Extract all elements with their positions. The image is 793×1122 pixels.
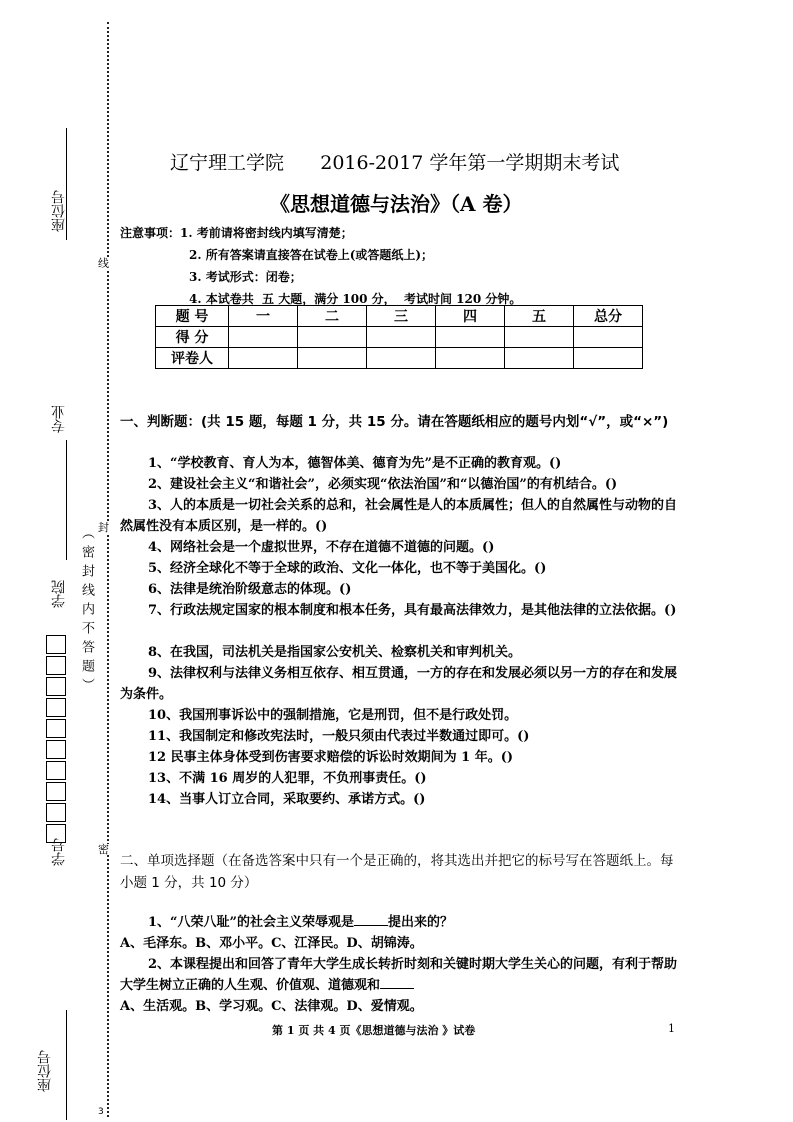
judge-question: 7、行政法规定国家的根本制度和根本任务，具有最高法律效力，是其他法律的立法依据。() (148, 603, 677, 618)
id-box[interactable] (46, 803, 66, 822)
judge-question: 6、法律是统治阶级意志的体现。() (148, 582, 352, 597)
judge-question: 13、不满 16 周岁的人犯罪，不负刑事责任。() (148, 771, 427, 786)
seal-mi-char: 密 (98, 843, 109, 856)
judge-question: 14、当事人订立合同，采取要约、承诺方式。() (148, 792, 426, 807)
college-label: 学院 (51, 580, 67, 608)
id-box[interactable] (46, 677, 66, 696)
page-number: 1 (668, 1022, 675, 1035)
score-header-cell: 题 号 (156, 306, 229, 327)
student-id-label: 学号 (51, 838, 67, 866)
section2-title: 二、单项选择题（在备选答案中只有一个是正确的，将其选出并把它的标号写在答题纸上。每小题 1 分，共 10 分） (120, 853, 674, 891)
notice-item: 2. 所有答案请直接答在试卷上(或答题纸上)； (189, 248, 434, 262)
score-header-cell: 四 (436, 306, 505, 327)
notice-item: 1. 考前请将密封线内填写清楚； (180, 226, 353, 240)
grader-cell[interactable] (574, 348, 643, 369)
page-footer: 第 1 页 共 4 页《思想道德与法治 》试卷 (272, 1024, 476, 1037)
seal-feng-char: 封 (98, 521, 109, 534)
score-header-cell: 三 (367, 306, 436, 327)
major-label: 专业 (51, 405, 67, 433)
seal-line-char: 线 (98, 257, 109, 270)
choice-question-2 (120, 954, 680, 996)
score-row-label: 得 分 (156, 327, 229, 348)
seal-dotted-line (107, 22, 109, 1117)
answer-blank[interactable] (354, 913, 388, 926)
grader-cell[interactable] (229, 348, 298, 369)
judge-question: 5、经济全球化不等于全球的政治、文化一体化，也不等于美国化。() (148, 561, 547, 576)
judge-question: 3、人的本质是一切社会关系的总和，社会属性是人的本质属性；但人的自然属性与动物的自然属性没有本质区别，是一样的。() (120, 498, 678, 534)
student-id-boxes[interactable] (46, 635, 66, 845)
notice-item: 3. 考试形式：闭卷； (189, 270, 302, 284)
id-box[interactable] (46, 719, 66, 738)
judge-question: 11、我国制定和修改宪法时，一般只须由代表过半数通过即可。() (148, 729, 530, 744)
score-header-cell: 五 (505, 306, 574, 327)
major-line (66, 440, 67, 560)
q2-stem: 2、本课程提出和回答了青年大学生成长转折时刻和关键时期大学生关心的问题，有利于帮助大学生树立正确的人生观、价值观、道德观和 (120, 957, 678, 993)
id-box[interactable] (46, 761, 66, 780)
notice-block (120, 222, 521, 310)
judge-question: 8、在我国，司法机关是指国家公安机关、检察机关和审判机关。 (148, 645, 522, 660)
id-box[interactable] (46, 656, 66, 675)
judge-question: 4、网络社会是一个虚拟世界，不存在道德不道德的问题。() (148, 540, 495, 555)
judge-question: 12 民事主体身体受到伤害要求赔偿的诉讼时效期间为 1 年。() (148, 750, 514, 765)
grader-cell[interactable] (505, 348, 574, 369)
seat-line-bottom (66, 1010, 67, 1120)
score-cell[interactable] (298, 327, 367, 348)
grader-cell[interactable] (298, 348, 367, 369)
score-cell[interactable] (505, 327, 574, 348)
course-title: 《思想道德与法治》（A 卷） (270, 192, 523, 216)
q1-options: A、毛泽东。B、邓小平。C、江泽民。D、胡锦涛。 (120, 936, 423, 951)
judge-question: 1、“学校教育、育人为本，德智体美、德育为先”是不正确的教育观。() (148, 456, 562, 471)
score-cell[interactable] (436, 327, 505, 348)
q2-options: A、生活观。B、学习观。C、法律观。D、爱情观。 (120, 999, 423, 1014)
score-header-cell: 总分 (574, 306, 643, 327)
notice-item: 4. 本试卷共 五 大题，满分 100 分， 考试时间 120 分钟。 (189, 292, 522, 306)
choice-question-1 (120, 912, 680, 933)
seat-number-label-bottom: 座位号 (37, 1050, 53, 1092)
seal-notice: （密封线内不答题） (79, 526, 94, 697)
notice-label: 注意事项： (120, 226, 181, 240)
score-cell[interactable] (229, 327, 298, 348)
q1-stem-end: 提出来的？ (388, 915, 454, 930)
exam-school-term: 辽宁理工学院 2016-2017 学年第一学期期末考试 (170, 152, 620, 174)
seat-number-label-top: 座位号 (51, 190, 67, 232)
score-cell[interactable] (574, 327, 643, 348)
id-box[interactable] (46, 698, 66, 717)
judge-question: 9、法律权利与法律义务相互依存、相互贯通，一方的存在和发展必须以另一方的存在和发展为条件。 (120, 666, 678, 702)
score-cell[interactable] (367, 327, 436, 348)
score-header-cell: 二 (298, 306, 367, 327)
grader-cell[interactable] (367, 348, 436, 369)
q1-stem: 1、“八荣八耻”的社会主义荣辱观是 (148, 915, 355, 930)
id-box[interactable] (46, 635, 66, 654)
corner-mark: 3 (98, 1107, 104, 1117)
judge-question: 2、建设社会主义“和谐社会”，必须实现“依法治国”和“以德治国”的有机结合。() (148, 477, 618, 492)
answer-blank[interactable] (380, 976, 414, 989)
grader-cell[interactable] (436, 348, 505, 369)
section1-title: 一、判断题：(共 15 题，每题 1 分，共 15 分。请在答题纸相应的题号内划“√”，或“×”) (120, 414, 669, 430)
id-box[interactable] (46, 782, 66, 801)
id-box[interactable] (46, 740, 66, 759)
judge-question: 10、我国刑事诉讼中的强制措施，它是刑罚，但不是行政处罚。 (148, 708, 518, 723)
score-row-label: 评卷人 (156, 348, 229, 369)
score-table (155, 305, 643, 369)
score-header-cell: 一 (229, 306, 298, 327)
